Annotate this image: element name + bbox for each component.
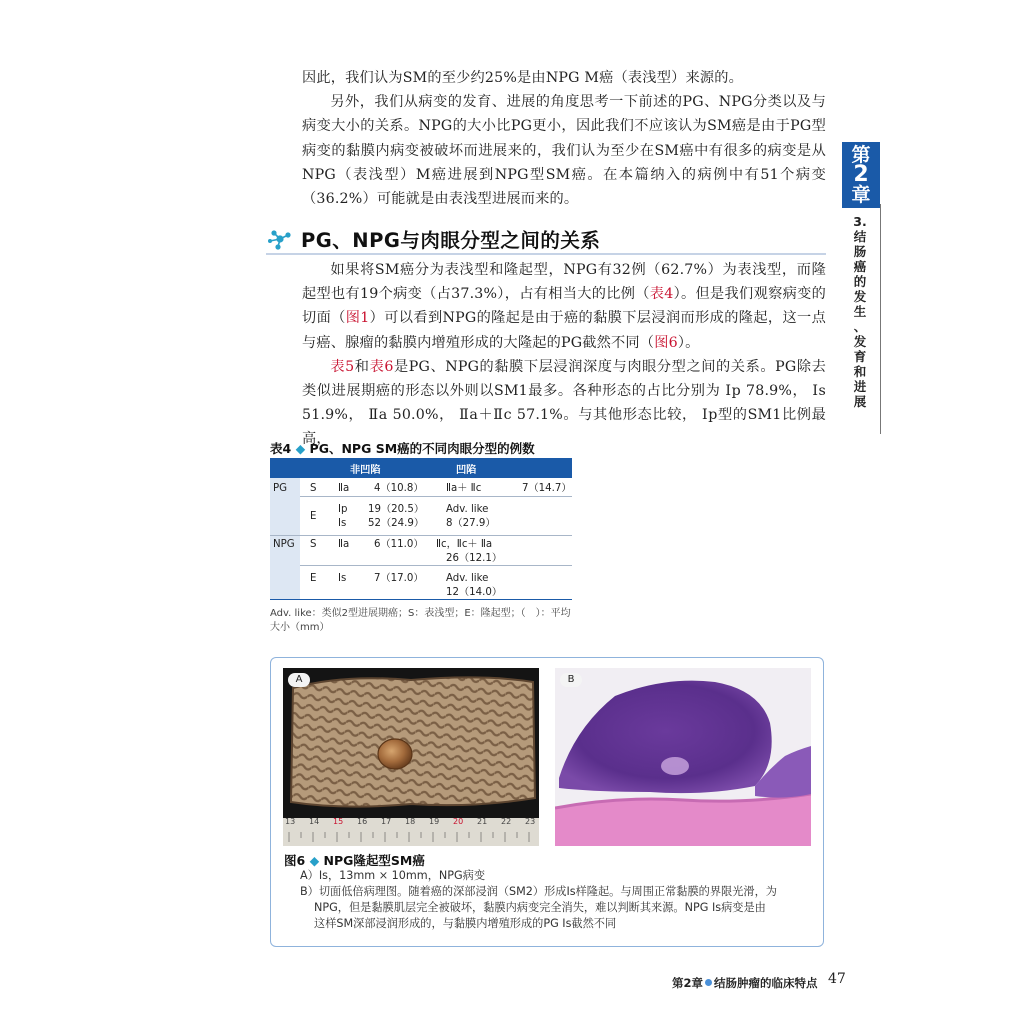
- histology-illustration: [555, 668, 811, 846]
- side-char: 展: [853, 394, 867, 409]
- cell-type: Ⅱa＋ Ⅱc: [446, 483, 482, 494]
- row-divider: [300, 496, 572, 497]
- figure-title-text: NPG隆起型SM癌: [323, 853, 425, 868]
- ruler-ticks: [283, 832, 539, 844]
- cell-value: 26（12.1）: [446, 553, 503, 564]
- panel-label-b: B: [560, 673, 582, 687]
- side-char: 育: [853, 349, 867, 364]
- group-divider: [270, 535, 572, 536]
- cell-type: Ⅰp: [338, 504, 348, 515]
- footer-chapter: 第2章: [672, 976, 704, 990]
- ruler-number: 15: [333, 817, 344, 826]
- table-bottom-rule: [270, 599, 572, 600]
- side-char: 生: [853, 304, 867, 319]
- chapter-tab-number: 2: [853, 162, 869, 187]
- text-run: 如果将SM癌分为表浅型和隆起型，NPG有32例（62.7%）为表浅型，而隆起型也有19个病变（占37.3%），占有相当大的比例（: [302, 262, 826, 303]
- side-char: 发: [853, 334, 867, 349]
- caption-b-line1: B）切面低倍病理图。随着癌的深部浸润（SM2）形成Ⅰs样隆起。与周围正常黏膜的界限光滑，为: [300, 885, 777, 898]
- ruler-number: 20: [453, 817, 464, 826]
- cell-value: 7（14.7）: [522, 483, 572, 494]
- side-char: 的: [853, 274, 867, 289]
- specimen-photo-a: [283, 668, 539, 846]
- side-divider: [880, 204, 881, 434]
- text-run: 和: [354, 358, 370, 375]
- side-char: 癌: [853, 259, 867, 274]
- row-divider: [300, 565, 572, 566]
- caption-b-line3: 这样SM深部浸润形成的，与黏膜内增殖形成的PG Ⅰs截然不同: [314, 917, 617, 930]
- body-text: [302, 258, 826, 452]
- ruler-number: 17: [381, 817, 392, 826]
- table-ref-link[interactable]: 表6: [369, 358, 394, 375]
- histology-photo-b: [555, 668, 811, 846]
- figure-caption: [300, 868, 820, 932]
- cell-type: Ⅰs: [338, 573, 347, 584]
- chapter-tab: [842, 142, 880, 208]
- footer-title: 结肠肿瘤的临床特点: [714, 976, 818, 990]
- header-nonconcave: 非凹陷: [350, 465, 381, 476]
- text-run: ）可以看到NPG的隆起是由于癌的黏膜下层浸润而形成的隆起，这一点与癌、腺瘤的黏膜内增殖形成的大隆起的PG截然不同（: [302, 310, 826, 351]
- figure-ref-link[interactable]: 图6: [654, 334, 678, 351]
- body-paragraph-1: [302, 258, 826, 355]
- cell-value: 4（10.8）: [374, 483, 424, 494]
- table-caption-text: PG、NPG SM癌的不同肉眼分型的例数: [309, 441, 535, 456]
- side-section-label: [848, 214, 872, 409]
- table-ref-link[interactable]: 表4: [649, 286, 674, 303]
- caption-b-line2: NPG，但是黏膜肌层完全被破坏，黏膜内病变完全消失，难以判断其来源。NPG Ⅰs病变是由: [314, 901, 766, 914]
- cell-type: Ⅱa: [338, 539, 350, 550]
- dot-icon: [705, 979, 712, 986]
- side-char: 和: [853, 364, 867, 379]
- table-caption-prefix: 表4: [270, 441, 292, 456]
- chapter-tab-bottom: 章: [851, 184, 871, 206]
- cell-type: Adv. like: [446, 504, 489, 515]
- side-char: 肠: [853, 244, 867, 259]
- cell-type: Ⅰs: [338, 518, 347, 529]
- side-char: 、: [853, 319, 867, 334]
- intro-line-1: 因此，我们认为SM的至少约25%是由NPG M癌（表浅型）来源的。: [302, 70, 744, 86]
- table-4: [270, 458, 572, 600]
- text-run: 是PG、NPG的黏膜下层浸润深度与肉眼分型之间的关系。PG除去类似进展期癌的形态以外则以SM1最多。各种形态的占比分别为 Ⅰp 78.9%， Ⅰs 51.9%， Ⅱa 50.0%， Ⅱa＋Ⅱc 57.1%。与其他形态比较， Ⅰp型的SM1比例最高，: [302, 358, 826, 448]
- cell-type: Ⅱa: [338, 483, 350, 494]
- intro-paragraph-2: 另外，我们从病变的发育、进展的角度思考一下前述的PG、NPG分类以及与病变大小的关系。NPG的大小比PG更小，因此我们不应该认为SM癌是由于PG型病变的黏膜内病变被破坏而进展来的，我们认为至少在SM癌中有很多的病变是从NPG（表浅型）M癌进展到NPG型SM癌。在本篇纳入的病例中有51个病变（36.2%）可能就是由表浅型进展而来的。: [302, 94, 826, 208]
- ruler-number: 23: [525, 817, 536, 826]
- table-ref-link[interactable]: 表5: [330, 358, 355, 375]
- cell-value: 52（24.9）: [368, 518, 425, 529]
- header-concave: 凹陷: [456, 465, 477, 476]
- ruler-number: 21: [477, 817, 488, 826]
- table-note: Adv. like：类似2型进展期癌；S：表浅型；E：隆起型；（ ）：平均大小（mm）: [270, 608, 571, 633]
- side-char: 3.: [853, 214, 867, 229]
- cell-value: 19（20.5）: [368, 504, 425, 515]
- caption-a: A）Ⅰs，13mm × 10mm，NPG病变: [300, 869, 486, 882]
- cell-type-s: S: [310, 483, 317, 494]
- cell-value: 6（11.0）: [374, 539, 424, 550]
- ruler-number: 13: [285, 817, 296, 826]
- text-run: ）。: [677, 334, 700, 351]
- cell-value: 12（14.0）: [446, 587, 503, 598]
- side-char: 发: [853, 289, 867, 304]
- molecule-icon: [265, 226, 295, 252]
- figure-ref-link[interactable]: 图1: [345, 310, 370, 327]
- cell-type-e: E: [310, 511, 317, 522]
- section-title: PG、NPG与肉眼分型之间的关系: [301, 229, 601, 252]
- group-npg: NPG: [273, 539, 295, 550]
- figure-title-prefix: 图6: [284, 853, 306, 868]
- section-rule: [266, 253, 826, 255]
- page-footer: [672, 975, 818, 991]
- diamond-icon: ◆: [309, 853, 320, 868]
- cell-type-s: S: [310, 539, 317, 550]
- chapter-tab-top: 第: [851, 144, 871, 166]
- cell-type: Ⅱc，Ⅱc＋ Ⅱa: [436, 539, 493, 550]
- group-pg: PG: [273, 483, 288, 494]
- ruler-number: 22: [501, 817, 512, 826]
- body-paragraph-2: [302, 355, 826, 452]
- page-number: 47: [828, 971, 846, 987]
- cell-type-e: E: [310, 573, 317, 584]
- cell-value: 8（27.9）: [446, 518, 496, 529]
- intro-text: [302, 66, 826, 211]
- side-char: 结: [853, 229, 867, 244]
- ruler-number: 18: [405, 817, 416, 826]
- figure-title: [284, 851, 425, 869]
- panel-label-a: A: [288, 673, 310, 687]
- ruler: [283, 818, 539, 846]
- cell-type: Adv. like: [446, 573, 489, 584]
- ruler-number: 19: [429, 817, 440, 826]
- ruler-number: 16: [357, 817, 368, 826]
- cell-value: 7（17.0）: [374, 573, 424, 584]
- ruler-number: 14: [309, 817, 320, 826]
- diamond-icon: ◆: [295, 441, 306, 456]
- text-run: ）。但是我们观察病变的切面（: [302, 286, 826, 327]
- side-char: 进: [853, 379, 867, 394]
- table-caption: [270, 439, 535, 457]
- table-header-row: [270, 458, 572, 478]
